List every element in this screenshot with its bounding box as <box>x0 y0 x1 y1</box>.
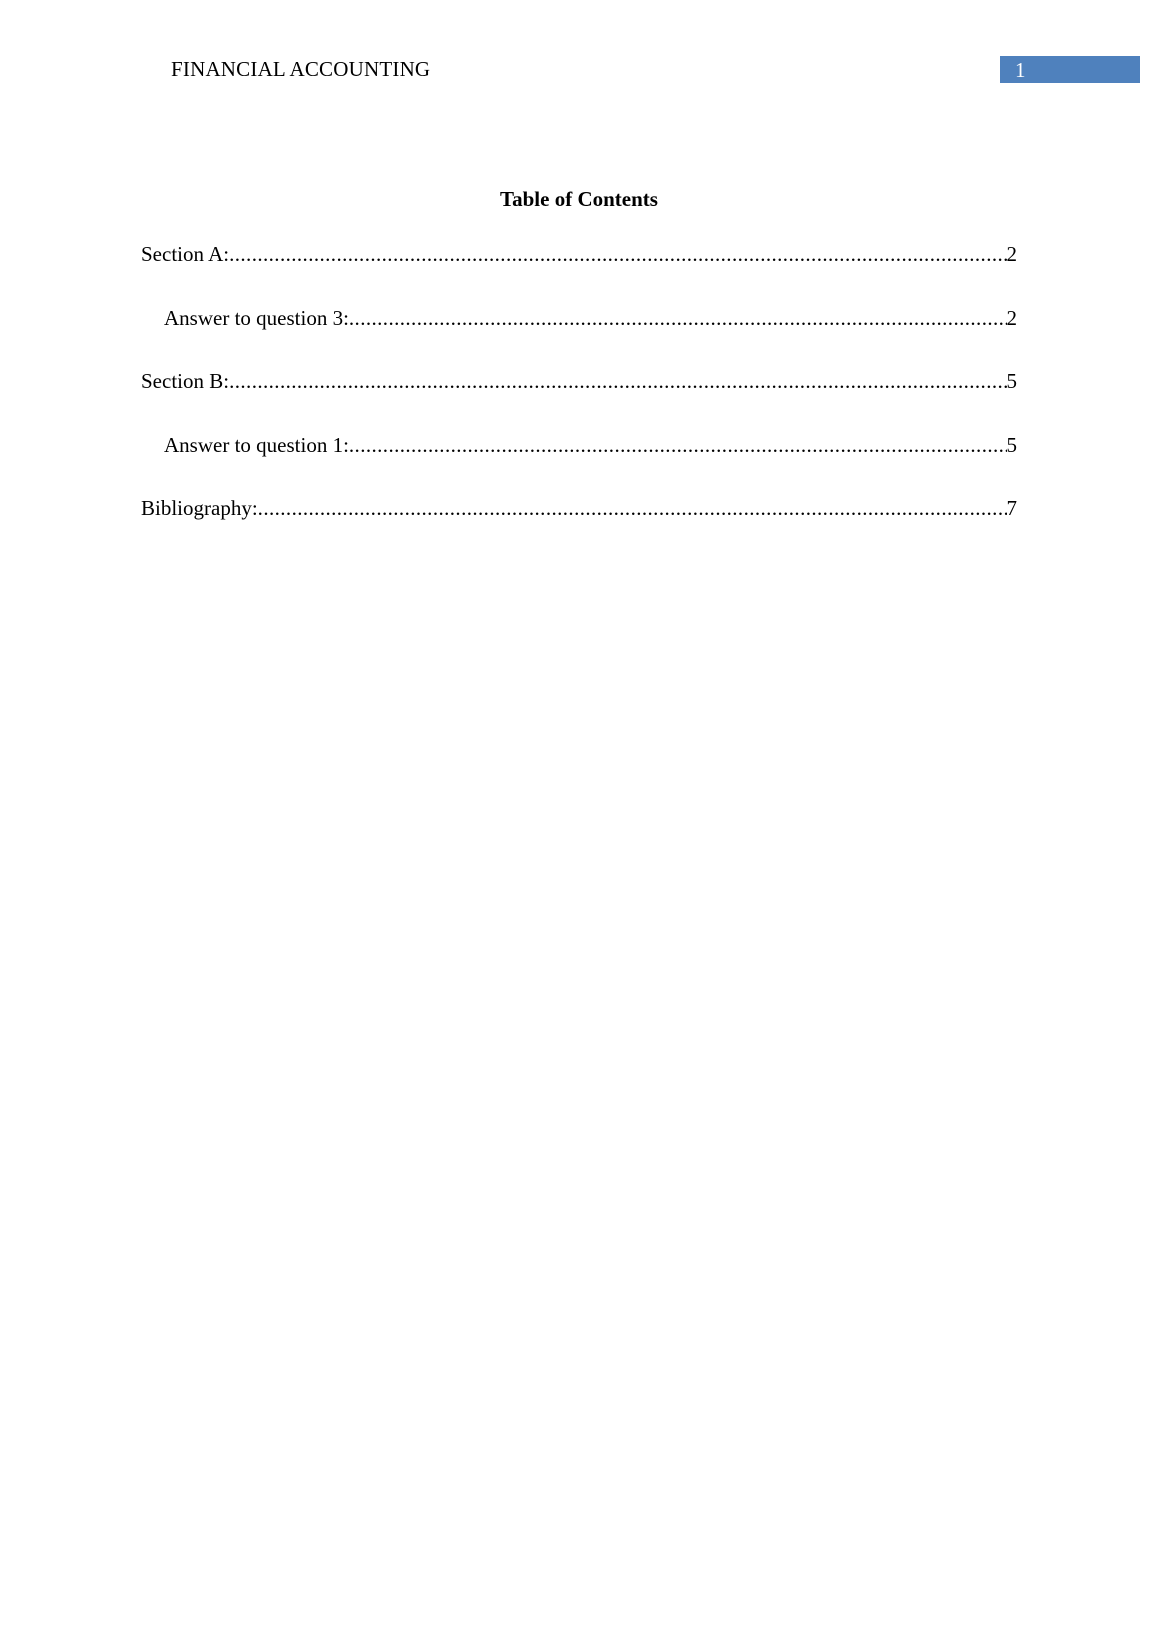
table-of-contents <box>141 241 1017 559</box>
toc-entry-page: 5 <box>1006 369 1017 393</box>
toc-dot-leader <box>229 368 1006 394</box>
toc-entry-bibliography[interactable] <box>141 495 1017 559</box>
toc-entry-page: 2 <box>1006 305 1017 330</box>
toc-entry-label: Answer to question 3: <box>164 305 349 330</box>
toc-entry-page: 7 <box>1006 496 1017 520</box>
toc-entry-section-a[interactable] <box>141 241 1017 305</box>
toc-entry-label: Section A: <box>141 242 230 266</box>
toc-entry-label: Section B: <box>141 369 230 393</box>
toc-entry-answer-question-1[interactable] <box>141 432 1017 496</box>
toc-entry-label: Bibliography: <box>141 496 258 520</box>
toc-entry-section-b[interactable] <box>141 368 1017 432</box>
toc-entry-label: Answer to question 1: <box>164 432 349 457</box>
running-header-title: FINANCIAL ACCOUNTING <box>171 57 431 81</box>
toc-entry-answer-question-3[interactable] <box>141 305 1017 369</box>
toc-dot-leader <box>349 432 1007 458</box>
toc-dot-leader <box>229 241 1006 267</box>
toc-dot-leader <box>349 305 1007 331</box>
toc-dot-leader <box>258 495 1007 521</box>
toc-entry-page: 2 <box>1006 242 1017 266</box>
page-number: 1 <box>1015 58 1026 82</box>
toc-entry-page: 5 <box>1006 432 1017 457</box>
toc-title: Table of Contents <box>500 187 658 211</box>
page-number-badge <box>1000 56 1140 83</box>
